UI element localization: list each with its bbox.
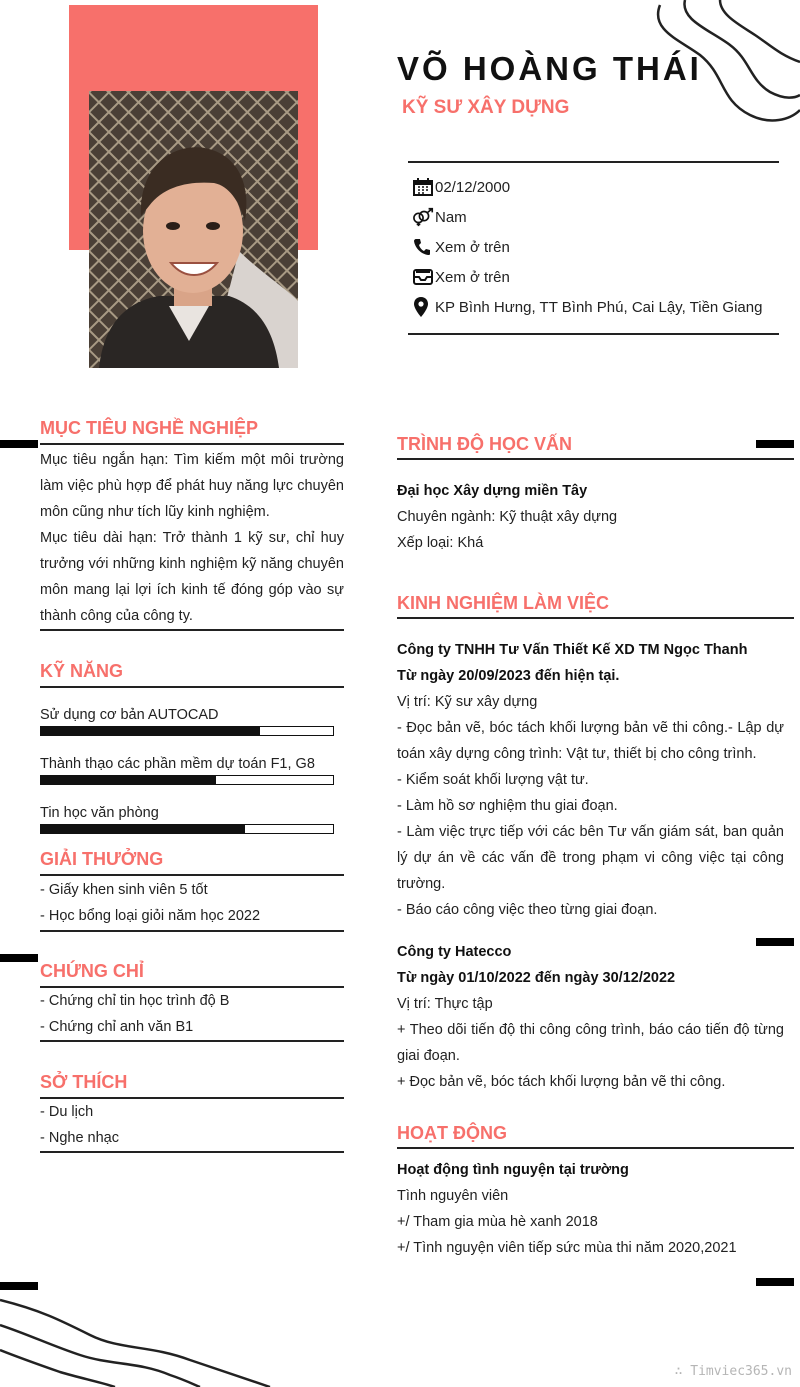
hobbies-list bbox=[40, 1099, 344, 1151]
profile-photo bbox=[89, 91, 298, 368]
certificates-list bbox=[40, 988, 344, 1040]
email-icon bbox=[413, 267, 435, 287]
major: Chuyên ngành: Kỹ thuật xây dựng bbox=[397, 509, 618, 525]
job-position: Vị trí: Thực tập bbox=[397, 996, 493, 1012]
gender-value: Nam bbox=[435, 208, 467, 226]
activities-details bbox=[397, 1157, 784, 1261]
career-goal-title: MỤC TIÊU NGHỀ NGHIỆP bbox=[40, 418, 259, 438]
side-dash bbox=[0, 440, 38, 448]
job-period: Từ ngày 01/10/2022 đến ngày 30/12/2022 bbox=[397, 970, 676, 986]
career-goal-divider bbox=[40, 443, 344, 445]
job-duty: - Đọc bản vẽ, bóc tách khối lượng bản vẽ thi công.- Lập dự toán xây dựng công trình: Vật tư, thiết bị cho công trình. bbox=[397, 720, 784, 762]
contact-phone bbox=[413, 235, 510, 259]
education-details bbox=[397, 478, 784, 556]
hobbies-end-divider bbox=[40, 1151, 344, 1153]
contact-email bbox=[413, 265, 510, 289]
grade: Xếp loại: Khá bbox=[397, 535, 484, 551]
skill-label: Tin học văn phòng bbox=[40, 805, 159, 821]
experience-divider bbox=[397, 617, 794, 619]
list-item: +/ Tình nguyện viên tiếp sức mùa thi năm 2020,2021 bbox=[397, 1240, 737, 1256]
candidate-name: VÕ HOÀNG THÁI bbox=[397, 50, 702, 87]
school-name: Đại học Xây dựng miền Tây bbox=[397, 483, 588, 499]
job-entry bbox=[397, 637, 784, 923]
awards-divider bbox=[40, 874, 344, 876]
certificates-title: CHỨNG CHỈ bbox=[40, 961, 144, 981]
contact-divider-top bbox=[408, 161, 779, 163]
skills-title: KỸ NĂNG bbox=[40, 661, 124, 681]
list-item: - Du lịch bbox=[40, 1104, 94, 1120]
skill-label: Sử dụng cơ bản AUTOCAD bbox=[40, 707, 219, 723]
list-item: - Giấy khen sinh viên 5 tốt bbox=[40, 882, 208, 898]
career-goal-text bbox=[40, 447, 344, 629]
skill-fill bbox=[41, 825, 245, 833]
phone-value: Xem ở trên bbox=[435, 238, 510, 256]
list-item: - Học bổng loại giỏi năm học 2022 bbox=[40, 908, 261, 924]
job-duty: - Làm hồ sơ nghiệm thu giai đoạn. bbox=[397, 798, 618, 814]
skill-bar bbox=[40, 775, 334, 785]
list-item: - Nghe nhạc bbox=[40, 1130, 119, 1146]
side-dash bbox=[756, 440, 794, 448]
wave-decoration-bottom bbox=[0, 1290, 280, 1387]
contact-gender bbox=[413, 205, 467, 229]
phone-icon bbox=[413, 237, 435, 257]
job-entry bbox=[397, 939, 784, 1095]
short-term-goal: Mục tiêu ngắn hạn: Tìm kiếm một môi trường làm việc phù hợp để phát huy năng lực chuyên môn cũng như tích lũy kinh nghiệm. bbox=[40, 452, 344, 520]
job-period: Từ ngày 20/09/2023 đến hiện tại. bbox=[397, 668, 620, 684]
birthdate-value: 02/12/2000 bbox=[435, 178, 511, 196]
activities-divider bbox=[397, 1147, 794, 1149]
awards-title: GIẢI THƯỞNG bbox=[40, 849, 164, 869]
contact-birthdate bbox=[413, 175, 510, 199]
job-duty: - Kiểm soát khối lượng vật tư. bbox=[397, 772, 589, 788]
skill-bar bbox=[40, 726, 334, 736]
side-dash bbox=[756, 1278, 794, 1286]
career-goal-end-divider bbox=[40, 629, 344, 631]
job-duty: - Làm việc trực tiếp với các bên Tư vấn giám sát, ban quản lý dự án về các vấn đề trong phạm vi công việc tại công trường. bbox=[397, 824, 784, 892]
email-value: Xem ở trên bbox=[435, 268, 510, 286]
skill-fill bbox=[41, 776, 216, 784]
contact-divider-bottom bbox=[408, 333, 779, 335]
activity-role: Tình nguyên viên bbox=[397, 1188, 509, 1204]
activity-name: Hoạt động tình nguyện tại trường bbox=[397, 1162, 629, 1178]
job-duty: + Đọc bản vẽ, bóc tách khối lượng bản vẽ thi công. bbox=[397, 1074, 726, 1090]
hobbies-title: SỞ THÍCH bbox=[40, 1072, 128, 1092]
job-title: KỸ SƯ XÂY DỰNG bbox=[402, 97, 570, 118]
skill-fill bbox=[41, 727, 260, 735]
long-term-goal: Mục tiêu dài hạn: Trở thành 1 kỹ sư, chỉ huy trưởng với những kinh nghiệm kỹ năng chuyên môn mang lại lợi ích kinh tế đóng góp vào sự thành công của công ty. bbox=[40, 530, 344, 624]
watermark: ∴ Timviec365.vn bbox=[674, 1364, 792, 1379]
calendar-icon bbox=[413, 177, 435, 197]
job-duty: - Báo cáo công việc theo từng giai đoạn. bbox=[397, 902, 658, 918]
list-item: - Chứng chỉ anh văn B1 bbox=[40, 1019, 194, 1035]
list-item: +/ Tham gia mùa hè xanh 2018 bbox=[397, 1214, 598, 1230]
education-title: TRÌNH ĐỘ HỌC VẤN bbox=[397, 434, 572, 454]
company-name: Công ty Hatecco bbox=[397, 944, 512, 960]
list-item: - Chứng chỉ tin học trình độ B bbox=[40, 993, 230, 1009]
company-name: Công ty TNHH Tư Vấn Thiết Kế XD TM Ngọc Thanh bbox=[397, 642, 748, 658]
location-icon bbox=[413, 297, 435, 317]
experience-title: KINH NGHIỆM LÀM VIỆC bbox=[397, 593, 610, 613]
awards-end-divider bbox=[40, 930, 344, 932]
job-duty: + Theo dõi tiến độ thi công công trình, báo cáo tiến độ từng giai đoạn. bbox=[397, 1022, 784, 1064]
contact-address bbox=[413, 295, 762, 319]
side-dash bbox=[0, 1282, 38, 1290]
skill-label: Thành thạo các phần mềm dự toán F1, G8 bbox=[40, 756, 315, 772]
awards-list bbox=[40, 877, 344, 929]
address-value: KP Bình Hưng, TT Bình Phú, Cai Lậy, Tiền Giang bbox=[435, 298, 763, 316]
gender-icon bbox=[413, 207, 435, 227]
skills-divider bbox=[40, 686, 344, 688]
education-divider bbox=[397, 458, 794, 460]
certificates-end-divider bbox=[40, 1040, 344, 1042]
job-position: Vị trí: Kỹ sư xây dựng bbox=[397, 694, 538, 710]
activities-title: HOẠT ĐỘNG bbox=[397, 1123, 507, 1143]
side-dash bbox=[0, 954, 38, 962]
skill-bar bbox=[40, 824, 334, 834]
